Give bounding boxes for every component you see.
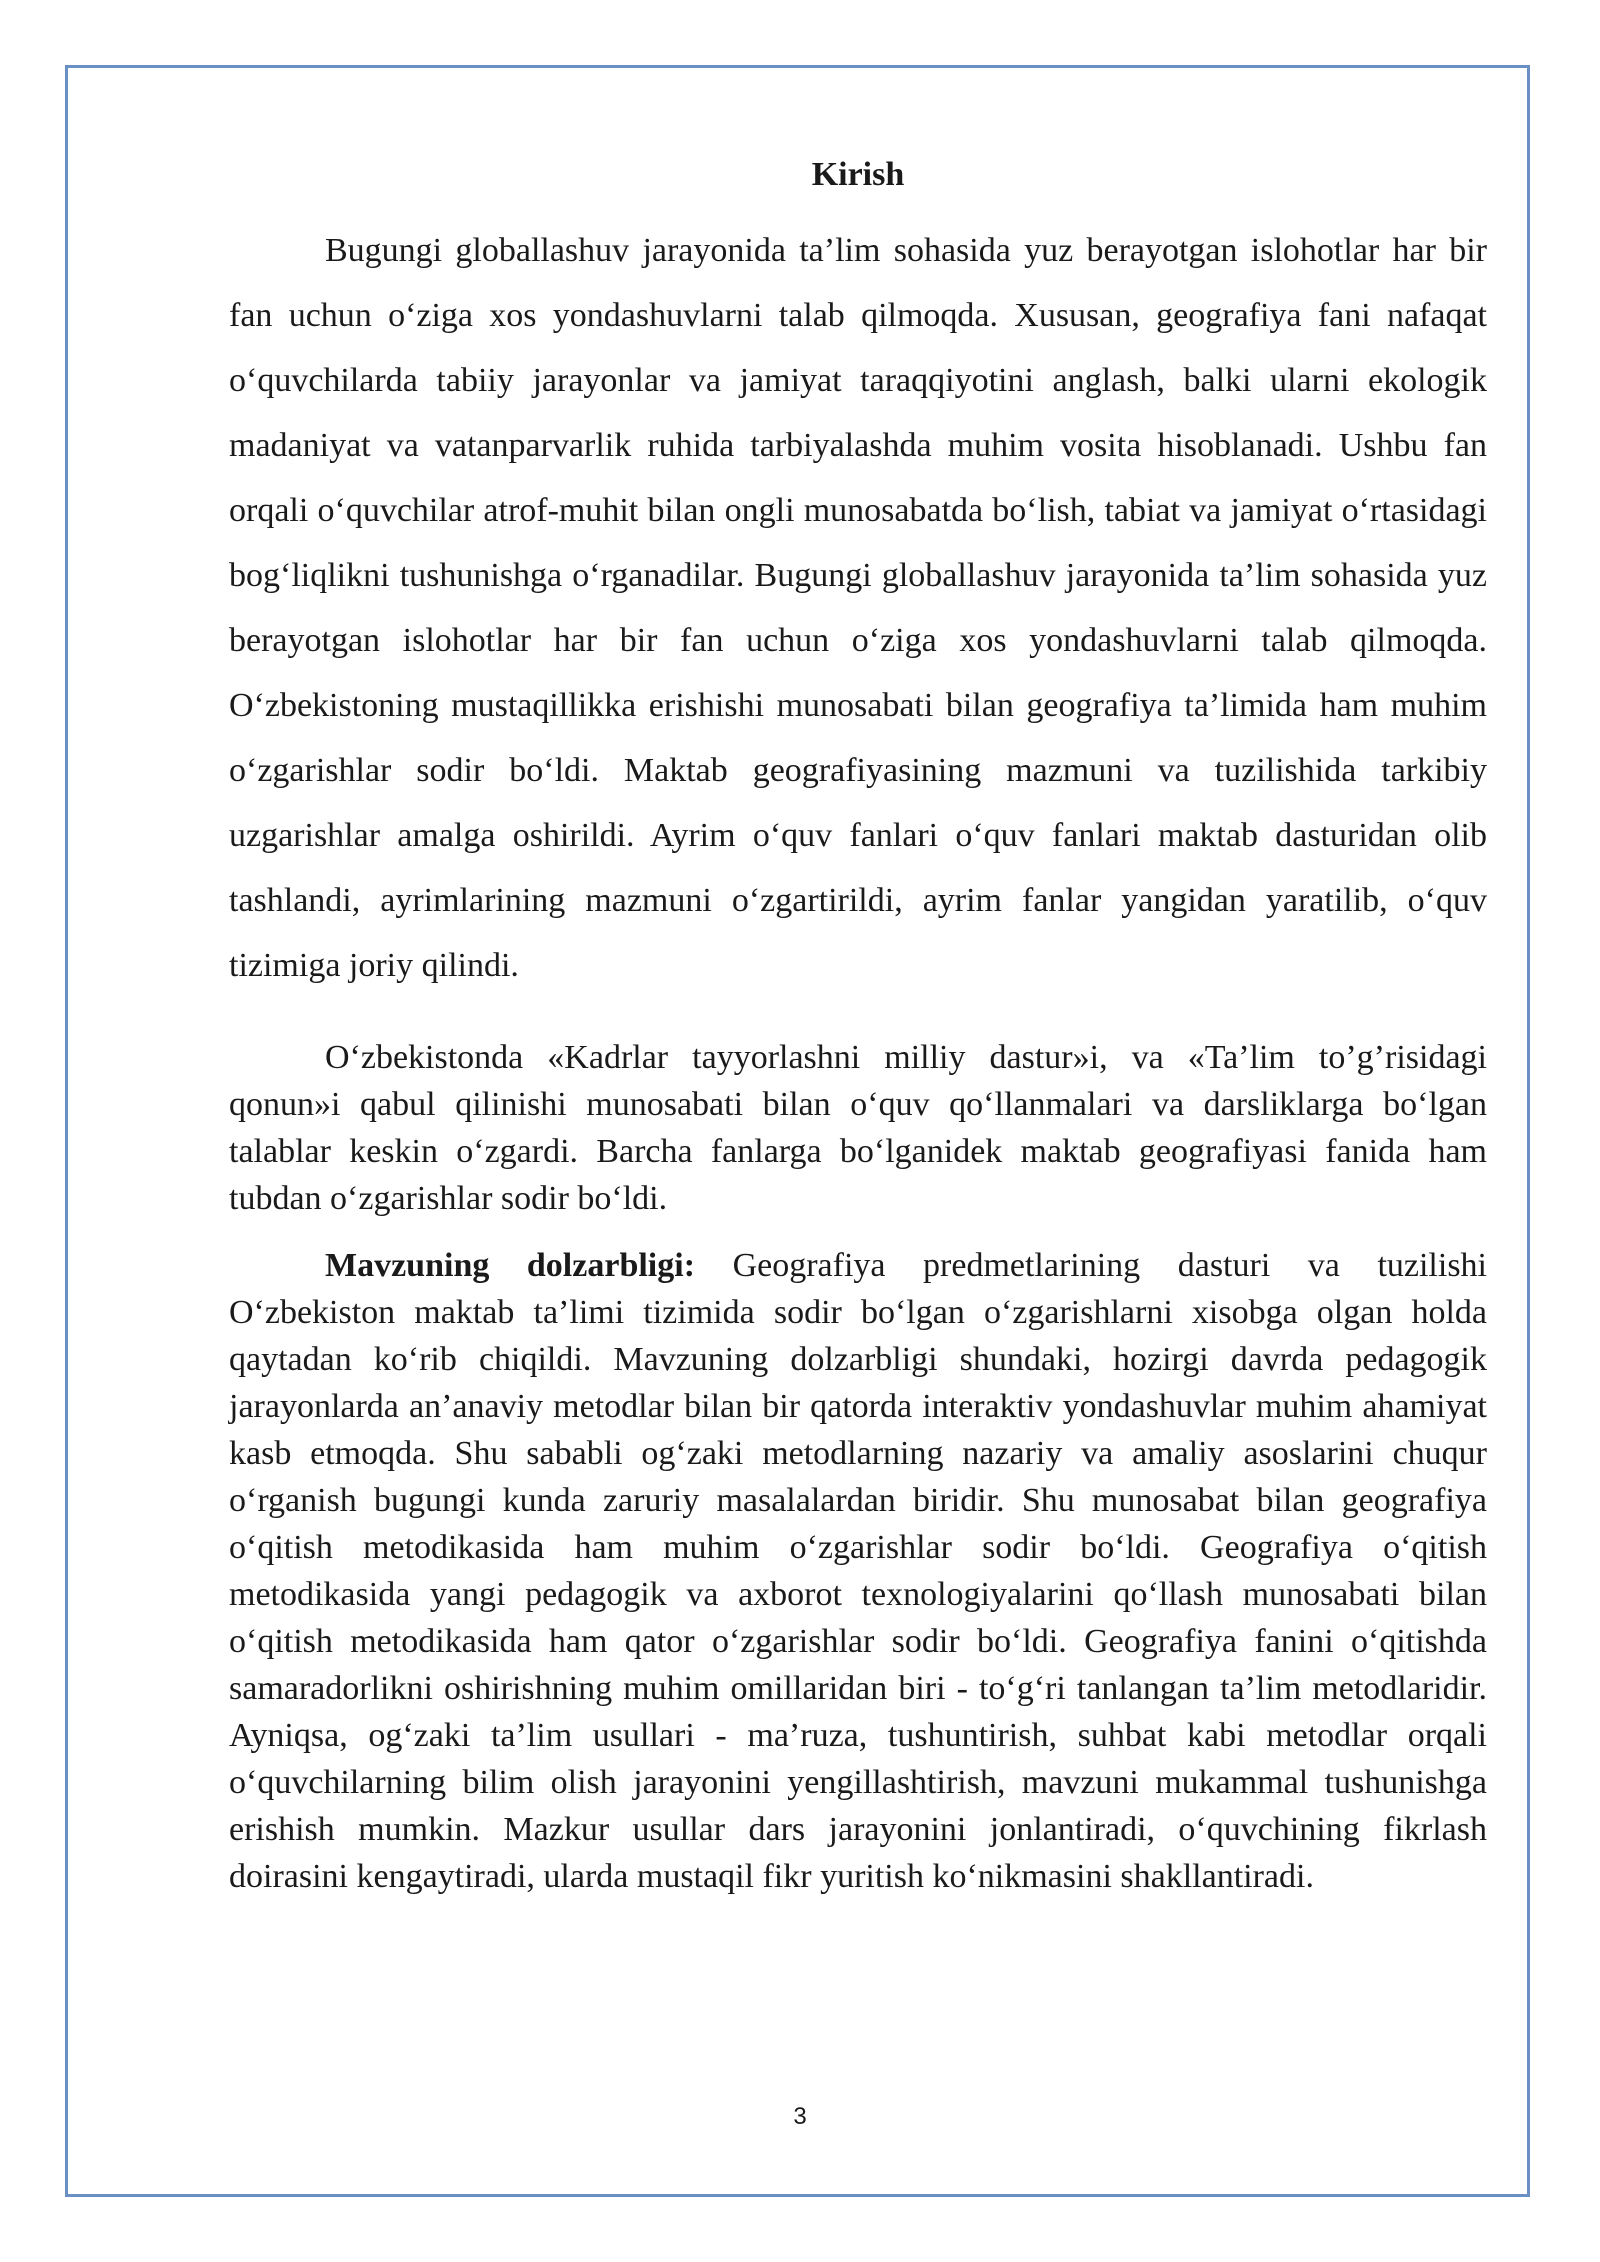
intro-paragraph: Bugungi globallashuv jarayonida ta’lim sohasida yuz berayotgan islohotlar har bir fan uchun o‘ziga xos yondashuvlarni talab qilmoqda. Xususan, geografiya fani nafaqat o‘quvchilarda tabiiy jarayonlar va jamiyat taraqqiyotini anglash, balki ularni ekologik madaniyat va vatanparvarlik ruhida tarbiyalashda muhim vosita hisoblanadi. Ushbu fan orqali o‘quvchilar atrof-muhit bilan ongli munosabatda bo‘lish, tabiat va jamiyat o‘rtasidagi bog‘liqlikni tushunishga o‘rganadilar. Bugungi globallashuv jarayonida ta’lim sohasida yuz berayotgan islohotlar har bir fan uchun o‘ziga xos yondashuvlarni talab qilmoqda. O‘zbekistoning mustaqillikka erishishi munosabati bilan geografiya ta’limida ham muhim o‘zgarishlar sodir bo‘ldi. Maktab geografiyasining mazmuni va tuzilishida tarkibiy uzgarishlar amalga oshirildi. Ayrim o‘quv fanlari o‘quv fanlari maktab dasturidan olib tashlandi, ayrimlarining mazmuni o‘zgartirildi, ayrim fanlar yangidan yaratilib, o‘quv tizimiga joriy qilindi. [229,232,1487,984]
relevance-paragraph [229,1242,1487,1900]
relevance-label: Mavzuning dolzarbligi: [325,1247,696,1284]
reforms-paragraph: O‘zbekistonda «Kadrlar tayyorlashni milliy dastur»i, va «Ta’lim to’g’risidagi qonun»i qabul qilinishi munosabati bilan o‘quv qo‘llanmalari va darsliklarga bo‘lgan talablar keskin o‘zgardi. Barcha fanlarga bo‘lganidek maktab geografiyasi fanida ham tubdan o‘zgarishlar sodir bo‘ldi. [229,1039,1487,1217]
relevance-text: Geografiya predmetlarining dasturi va tuzilishi O‘zbekiston maktab ta’limi tizimida sodir bo‘lgan o‘zgarishlarni xisobga olgan holda qaytadan ko‘rib chiqildi. Mavzuning dolzarbligi shundaki, hozirgi davrda pedagogik jarayonlarda an’anaviy metodlar bilan bir qatorda interaktiv yondashuvlar muhim ahamiyat kasb etmoqda. Shu sababli og‘zaki metodlarning nazariy va amaliy asoslarini chuqur o‘rganish bugungi kunda zaruriy masalalardan biridir. Shu munosabat bilan geografiya o‘qitish metodikasida ham muhim o‘zgarishlar sodir bo‘ldi. Geografiya o‘qitish metodikasida yangi pedagogik va axborot texnologiyalarini qo‘llash munosabati bilan o‘qitish metodikasida ham qator o‘zgarishlar sodir bo‘ldi. Geografiya fanini o‘qitishda samaradorlikni oshirishning muhim omillaridan biri - to‘g‘ri tanlangan ta’lim metodlaridir. Ayniqsa, og‘zaki ta’lim usullari - ma’ruza, tushuntirish, suhbat kabi metodlar orqali o‘quvchilarning bilim olish jarayonini yengillashtirish, mavzuni mukammal tushunishga erishish mumkin. Mazkur usullar dars jarayonini jonlantiradi, o‘quvchining fikrlash doirasini kengaytiradi, ularda mustaqil fikr yuritish ko‘nikmasini shakllantiradi. [229,1247,1487,1895]
page-number: 3 [793,2103,807,2130]
document-body [229,150,1487,1900]
document-title: Kirish [811,156,905,193]
